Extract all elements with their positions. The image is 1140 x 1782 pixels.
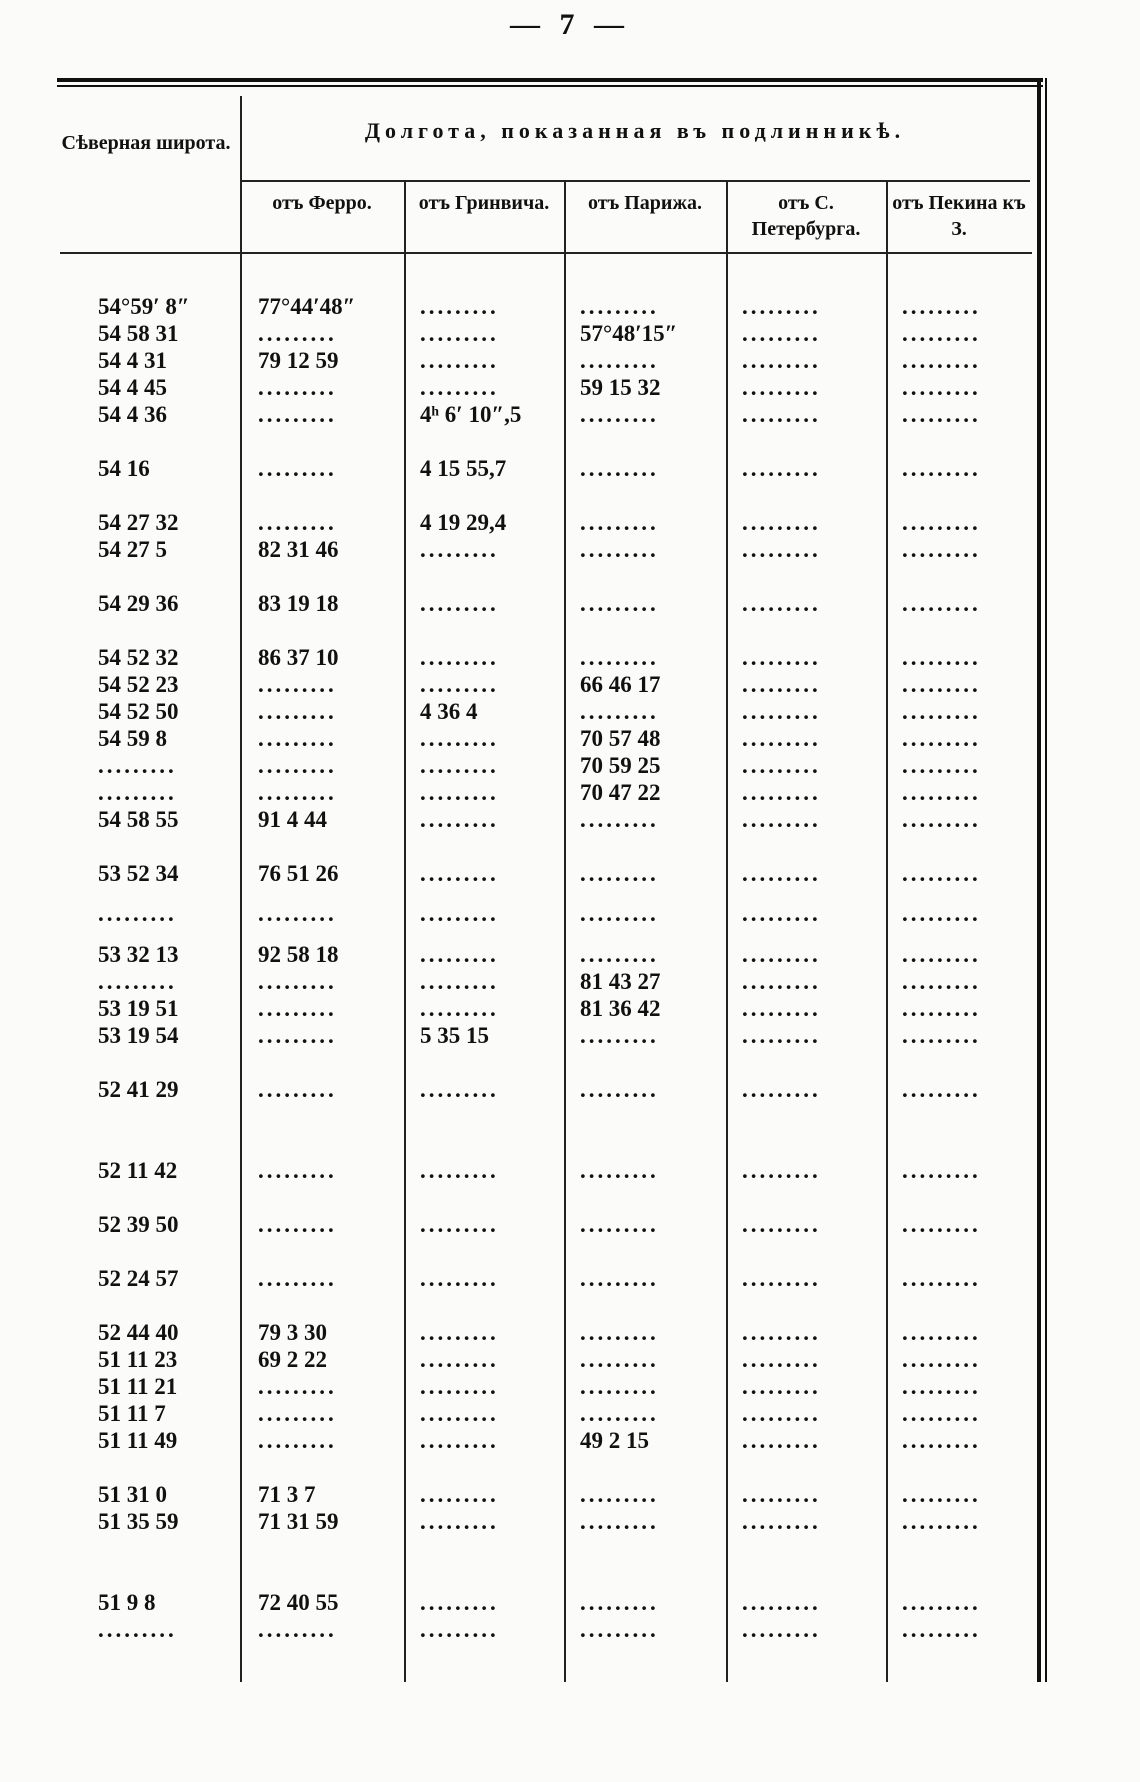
placeholder-dots: ......... xyxy=(902,901,981,926)
cell-lat: 54 4 45 xyxy=(98,375,167,400)
placeholder-dots: ......... xyxy=(98,1617,177,1642)
placeholder-dots: ......... xyxy=(742,1266,821,1291)
placeholder-dots: ......... xyxy=(580,861,659,886)
column-header: отъ Гринвича. xyxy=(418,192,550,214)
cell-ferro: 72 40 55 xyxy=(258,1590,339,1615)
placeholder-dots: ......... xyxy=(902,1401,981,1426)
placeholder-dots: ......... xyxy=(420,1374,499,1399)
placeholder-dots: ......... xyxy=(902,996,981,1021)
placeholder-dots: ......... xyxy=(902,348,981,373)
placeholder-dots: ......... xyxy=(902,672,981,697)
cell-lat: 53 19 51 xyxy=(98,996,179,1021)
placeholder-dots: ......... xyxy=(902,1482,981,1507)
cell-green: 4 19 29,4 xyxy=(420,510,507,535)
col-divider-3 xyxy=(564,180,566,1682)
cell-lat: 52 44 40 xyxy=(98,1320,179,1345)
placeholder-dots: ......... xyxy=(420,1509,499,1534)
placeholder-dots: ......... xyxy=(580,1482,659,1507)
cell-ferro: 71 31 59 xyxy=(258,1509,339,1534)
placeholder-dots: ......... xyxy=(258,1212,337,1237)
placeholder-dots: ......... xyxy=(580,901,659,926)
cell-lat: 51 11 49 xyxy=(98,1428,178,1453)
placeholder-dots: ......... xyxy=(902,1320,981,1345)
placeholder-dots: ......... xyxy=(902,456,981,481)
placeholder-dots: ......... xyxy=(742,726,821,751)
cell-lat: 53 32 13 xyxy=(98,942,179,967)
cell-lat: 53 52 34 xyxy=(98,861,179,886)
placeholder-dots: ......... xyxy=(742,1347,821,1372)
cell-lat: 54 27 5 xyxy=(98,537,167,562)
placeholder-dots: ......... xyxy=(742,861,821,886)
cell-lat: 52 11 42 xyxy=(98,1158,178,1183)
placeholder-dots: ......... xyxy=(742,753,821,778)
placeholder-dots: ......... xyxy=(902,753,981,778)
header-sub-rule xyxy=(240,180,1030,182)
placeholder-dots: ......... xyxy=(258,699,337,724)
cell-lat: 51 11 21 xyxy=(98,1374,178,1399)
placeholder-dots: ......... xyxy=(580,1401,659,1426)
cell-lat: 54 59 8 xyxy=(98,726,167,751)
cell-lat: 53 19 54 xyxy=(98,1023,179,1048)
placeholder-dots: ......... xyxy=(420,672,499,697)
placeholder-dots: ......... xyxy=(742,969,821,994)
placeholder-dots: ......... xyxy=(420,861,499,886)
placeholder-dots: ......... xyxy=(742,1212,821,1237)
placeholder-dots: ......... xyxy=(420,1590,499,1615)
placeholder-dots: ......... xyxy=(902,1023,981,1048)
placeholder-dots: ......... xyxy=(742,1428,821,1453)
cell-paris: 49 2 15 xyxy=(580,1428,649,1453)
placeholder-dots: ......... xyxy=(258,456,337,481)
placeholder-dots: ......... xyxy=(258,901,337,926)
placeholder-dots: ......... xyxy=(742,996,821,1021)
placeholder-dots: ......... xyxy=(742,1320,821,1345)
placeholder-dots: ......... xyxy=(258,726,337,751)
placeholder-dots: ......... xyxy=(258,969,337,994)
placeholder-dots: ......... xyxy=(902,942,981,967)
placeholder-dots: ......... xyxy=(420,1158,499,1183)
placeholder-dots: ......... xyxy=(580,537,659,562)
cell-paris: 70 47 22 xyxy=(580,780,661,805)
placeholder-dots: ......... xyxy=(258,1158,337,1183)
right-rule-thin xyxy=(1045,78,1047,1682)
placeholder-dots: ......... xyxy=(742,1482,821,1507)
placeholder-dots: ......... xyxy=(902,780,981,805)
cell-ferro: 79 12 59 xyxy=(258,348,339,373)
placeholder-dots: ......... xyxy=(902,1266,981,1291)
cell-ferro: 79 3 30 xyxy=(258,1320,327,1345)
placeholder-dots: ......... xyxy=(742,1158,821,1183)
placeholder-dots: ......... xyxy=(742,942,821,967)
placeholder-dots: ......... xyxy=(742,321,821,346)
placeholder-dots: ......... xyxy=(258,1428,337,1453)
placeholder-dots: ......... xyxy=(420,1428,499,1453)
placeholder-dots: ......... xyxy=(258,1266,337,1291)
placeholder-dots: ......... xyxy=(420,1266,499,1291)
placeholder-dots: ......... xyxy=(902,1509,981,1534)
placeholder-dots: ......... xyxy=(420,1401,499,1426)
placeholder-dots: ......... xyxy=(902,294,981,319)
placeholder-dots: ......... xyxy=(580,456,659,481)
placeholder-dots: ......... xyxy=(258,510,337,535)
placeholder-dots: ......... xyxy=(742,1590,821,1615)
placeholder-dots: ......... xyxy=(580,1212,659,1237)
placeholder-dots: ......... xyxy=(258,375,337,400)
cell-green: 4 15 55,7 xyxy=(420,456,507,481)
placeholder-dots: ......... xyxy=(258,1023,337,1048)
col-divider-2 xyxy=(404,180,406,1682)
column-header: отъ Пекина къ З. xyxy=(892,192,1026,240)
placeholder-dots: ......... xyxy=(420,591,499,616)
right-rule xyxy=(1037,78,1041,1682)
placeholder-dots: ......... xyxy=(98,969,177,994)
placeholder-dots: ......... xyxy=(420,321,499,346)
cell-paris: 70 57 48 xyxy=(580,726,661,751)
placeholder-dots: ......... xyxy=(902,969,981,994)
placeholder-dots: ......... xyxy=(258,321,337,346)
column-header: отъ Парижа. xyxy=(588,192,702,214)
placeholder-dots: ......... xyxy=(420,1320,499,1345)
placeholder-dots: ......... xyxy=(902,402,981,427)
cell-lat: 54°59′ 8″ xyxy=(98,294,190,319)
placeholder-dots: ......... xyxy=(580,402,659,427)
placeholder-dots: ......... xyxy=(420,537,499,562)
cell-ferro: 69 2 22 xyxy=(258,1347,327,1372)
placeholder-dots: ......... xyxy=(902,321,981,346)
placeholder-dots: ......... xyxy=(742,901,821,926)
placeholder-dots: ......... xyxy=(258,1617,337,1642)
placeholder-dots: ......... xyxy=(98,901,177,926)
cell-ferro: 82 31 46 xyxy=(258,537,339,562)
cell-lat: 52 24 57 xyxy=(98,1266,179,1291)
column-header: отъ С. Петербурга. xyxy=(751,192,861,240)
placeholder-dots: ......... xyxy=(742,672,821,697)
placeholder-dots: ......... xyxy=(580,1617,659,1642)
placeholder-dots: ......... xyxy=(902,510,981,535)
placeholder-dots: ......... xyxy=(98,753,177,778)
placeholder-dots: ......... xyxy=(580,1023,659,1048)
cell-lat: 52 39 50 xyxy=(98,1212,179,1237)
placeholder-dots: ......... xyxy=(580,1590,659,1615)
cell-lat: 54 16 xyxy=(98,456,150,481)
placeholder-dots: ......... xyxy=(742,294,821,319)
placeholder-dots: ......... xyxy=(580,1509,659,1534)
placeholder-dots: ......... xyxy=(258,996,337,1021)
placeholder-dots: ......... xyxy=(902,537,981,562)
placeholder-dots: ......... xyxy=(420,1212,499,1237)
placeholder-dots: ......... xyxy=(580,1266,659,1291)
placeholder-dots: ......... xyxy=(580,1347,659,1372)
placeholder-dots: ......... xyxy=(742,645,821,670)
placeholder-dots: ......... xyxy=(420,348,499,373)
placeholder-dots: ......... xyxy=(902,699,981,724)
cell-lat: 54 29 36 xyxy=(98,591,179,616)
placeholder-dots: ......... xyxy=(258,1401,337,1426)
cell-green: 4ʰ 6′ 10″,5 xyxy=(420,402,522,427)
placeholder-dots: ......... xyxy=(742,699,821,724)
cell-ferro: 76 51 26 xyxy=(258,861,339,886)
placeholder-dots: ......... xyxy=(420,807,499,832)
cell-lat: 51 9 8 xyxy=(98,1590,156,1615)
cell-lat: 54 58 55 xyxy=(98,807,179,832)
placeholder-dots: ......... xyxy=(902,1077,981,1102)
placeholder-dots: ......... xyxy=(420,645,499,670)
placeholder-dots: ......... xyxy=(742,780,821,805)
placeholder-dots: ......... xyxy=(580,1374,659,1399)
placeholder-dots: ......... xyxy=(580,645,659,670)
placeholder-dots: ......... xyxy=(580,699,659,724)
col-divider-5 xyxy=(886,180,888,1682)
placeholder-dots: ......... xyxy=(420,901,499,926)
placeholder-dots: ......... xyxy=(742,1509,821,1534)
placeholder-dots: ......... xyxy=(580,348,659,373)
placeholder-dots: ......... xyxy=(742,1077,821,1102)
cell-ferro: 92 58 18 xyxy=(258,942,339,967)
placeholder-dots: ......... xyxy=(420,969,499,994)
placeholder-dots: ......... xyxy=(98,780,177,805)
placeholder-dots: ......... xyxy=(742,1617,821,1642)
placeholder-dots: ......... xyxy=(742,1023,821,1048)
placeholder-dots: ......... xyxy=(742,510,821,535)
placeholder-dots: ......... xyxy=(420,780,499,805)
cell-green: 5 35 15 xyxy=(420,1023,489,1048)
cell-lat: 54 52 23 xyxy=(98,672,179,697)
placeholder-dots: ......... xyxy=(580,510,659,535)
placeholder-dots: ......... xyxy=(420,1077,499,1102)
placeholder-dots: ......... xyxy=(420,375,499,400)
placeholder-dots: ......... xyxy=(742,402,821,427)
cell-lat: 54 4 36 xyxy=(98,402,167,427)
placeholder-dots: ......... xyxy=(902,1428,981,1453)
cell-paris: 57°48′15″ xyxy=(580,321,678,346)
cell-lat: 54 58 31 xyxy=(98,321,179,346)
cell-lat: 51 35 59 xyxy=(98,1509,179,1534)
placeholder-dots: ......... xyxy=(902,861,981,886)
top-rule-thin xyxy=(57,85,1043,87)
placeholder-dots: ......... xyxy=(258,672,337,697)
cell-ferro: 83 19 18 xyxy=(258,591,339,616)
cell-ferro: 86 37 10 xyxy=(258,645,339,670)
placeholder-dots: ......... xyxy=(580,807,659,832)
placeholder-dots: ......... xyxy=(258,780,337,805)
cell-paris: 66 46 17 xyxy=(580,672,661,697)
cell-paris: 59 15 32 xyxy=(580,375,661,400)
placeholder-dots: ......... xyxy=(420,753,499,778)
header-longitude-group: Долгота, показанная въ подлинникѣ. xyxy=(364,118,906,143)
placeholder-dots: ......... xyxy=(902,1212,981,1237)
placeholder-dots: ......... xyxy=(420,1482,499,1507)
placeholder-dots: ......... xyxy=(902,375,981,400)
cell-lat: 51 11 23 xyxy=(98,1347,178,1372)
cell-ferro: 77°44′48″ xyxy=(258,294,356,319)
placeholder-dots: ......... xyxy=(580,1320,659,1345)
placeholder-dots: ......... xyxy=(742,591,821,616)
top-rule xyxy=(57,78,1043,82)
placeholder-dots: ......... xyxy=(580,942,659,967)
col-divider-4 xyxy=(726,180,728,1682)
column-header: отъ Ферро. xyxy=(272,192,372,214)
cell-ferro: 91 4 44 xyxy=(258,807,327,832)
placeholder-dots: ......... xyxy=(902,645,981,670)
placeholder-dots: ......... xyxy=(902,1347,981,1372)
placeholder-dots: ......... xyxy=(742,348,821,373)
header-latitude: Сѣверная широта. xyxy=(61,132,231,154)
placeholder-dots: ......... xyxy=(742,807,821,832)
page-number: — 7 — xyxy=(510,8,630,41)
cell-lat: 52 41 29 xyxy=(98,1077,179,1102)
placeholder-dots: ......... xyxy=(420,1347,499,1372)
cell-lat: 51 11 7 xyxy=(98,1401,166,1426)
placeholder-dots: ......... xyxy=(742,537,821,562)
placeholder-dots: ......... xyxy=(742,456,821,481)
placeholder-dots: ......... xyxy=(580,294,659,319)
placeholder-dots: ......... xyxy=(902,807,981,832)
placeholder-dots: ......... xyxy=(902,1617,981,1642)
placeholder-dots: ......... xyxy=(580,1158,659,1183)
placeholder-dots: ......... xyxy=(902,1158,981,1183)
cell-paris: 81 43 27 xyxy=(580,969,661,994)
placeholder-dots: ......... xyxy=(420,996,499,1021)
placeholder-dots: ......... xyxy=(742,1374,821,1399)
placeholder-dots: ......... xyxy=(258,753,337,778)
cell-lat: 54 52 32 xyxy=(98,645,179,670)
placeholder-dots: ......... xyxy=(258,1374,337,1399)
cell-green: 4 36 4 xyxy=(420,699,478,724)
col-divider-1 xyxy=(240,96,242,1682)
placeholder-dots: ......... xyxy=(902,726,981,751)
placeholder-dots: ......... xyxy=(580,1077,659,1102)
cell-lat: 54 27 32 xyxy=(98,510,179,535)
placeholder-dots: ......... xyxy=(902,1374,981,1399)
placeholder-dots: ......... xyxy=(420,1617,499,1642)
placeholder-dots: ......... xyxy=(258,402,337,427)
cell-ferro: 71 3 7 xyxy=(258,1482,316,1507)
placeholder-dots: ......... xyxy=(420,942,499,967)
placeholder-dots: ......... xyxy=(742,1401,821,1426)
cell-lat: 51 31 0 xyxy=(98,1482,167,1507)
placeholder-dots: ......... xyxy=(742,375,821,400)
cell-lat: 54 52 50 xyxy=(98,699,179,724)
cell-lat: 54 4 31 xyxy=(98,348,167,373)
cell-paris: 70 59 25 xyxy=(580,753,661,778)
placeholder-dots: ......... xyxy=(258,1077,337,1102)
cell-paris: 81 36 42 xyxy=(580,996,661,1021)
placeholder-dots: ......... xyxy=(420,294,499,319)
placeholder-dots: ......... xyxy=(902,1590,981,1615)
placeholder-dots: ......... xyxy=(420,726,499,751)
placeholder-dots: ......... xyxy=(902,591,981,616)
placeholder-dots: ......... xyxy=(580,591,659,616)
